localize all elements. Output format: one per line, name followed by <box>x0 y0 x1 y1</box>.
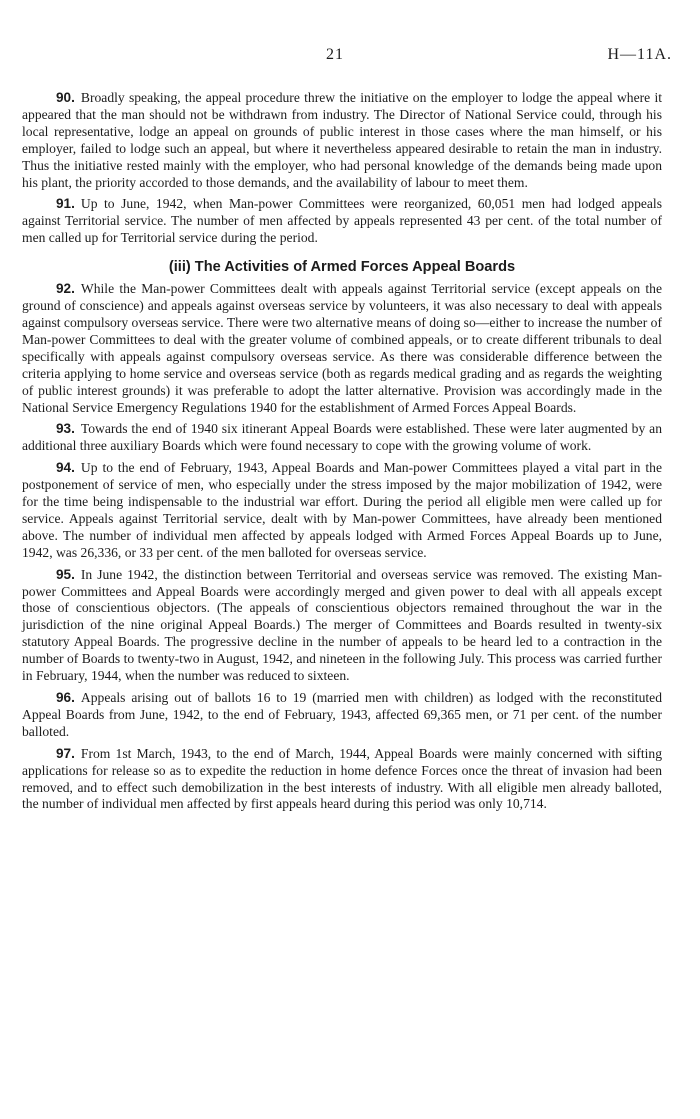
paragraph-text: From 1st March, 1943, to the end of March, 1944, Appeal Boards were mainly concerned with sifting applications for release so as to expedite the reduction in home defence Forces once the threat of invasion had been removed, and to effect such demobilization in the best interests of industry. With all eligible men already balloted, the number of individual men affected by first appeals heard during this period was only 10,714. <box>22 745 662 812</box>
document-body <box>22 90 662 818</box>
paragraph-93 <box>22 421 662 455</box>
paragraph-94 <box>22 460 662 561</box>
document-reference: H—11A. <box>607 46 672 63</box>
paragraph-text: In June 1942, the distinction between Territorial and overseas service was removed. The existing Man-power Committees and Appeal Boards were accordingly merged and given power to deal with all appeals except those of conscientious objectors. (The appeals of conscientious objectors remained throughout the war in the jurisdiction of the nine original Appeal Boards.) The merger of Committees and Boards resulted in twenty-six statutory Appeal Boards. The progressive decline in the number of appeals to be heard led to a contraction in the number of Boards to twenty-two in August, 1942, and nineteen in the following July. This process was carried further in February, 1944, when the number was reduced to sixteen. <box>22 566 662 684</box>
paragraph-text: Up to the end of February, 1943, Appeal Boards and Man-power Committees played a vital part in the postponement of service of men, who especially under the stress imposed by the major mobilization of 1942, were for the time being indispensable to the industrial war effort. During the period all eligible men were called up for service. Appeals against Territorial service, dealt with by Man-power Committees, have already been mentioned above. The number of individual men affected by appeals lodged with Armed Forces Appeal Boards up to June, 1942, was 26,336, or 33 per cent. of the men balloted for overseas service. <box>22 460 662 560</box>
paragraph-text: Broadly speaking, the appeal procedure threw the initiative on the employer to lodge the appeal where it appeared that the man should not be withdrawn from industry. The Director of National Service could, through his local representative, lodge an appeal on grounds of public interest in those cases where the man himself, or his employer, failed to lodge such an appeal, but where it nevertheless appeared desirable to retain the man in industry. Thus the initiative rested mainly with the employer, who had personal knowledge of the demands being made upon his plant, the priority accorded to those demands, and the availability of labour to meet them. <box>22 90 662 190</box>
paragraph-number: 95. <box>56 566 75 582</box>
paragraph-number: 96. <box>56 690 75 705</box>
paragraph-92 <box>22 281 662 416</box>
paragraph-number: 97. <box>56 745 75 761</box>
page-header <box>0 46 700 70</box>
paragraph-text: While the Man-power Committees dealt with appeals against Territorial service (except appeals on the ground of conscience) and appeals against overseas service by volunteers, it was also necessary to deal with appeals against compulsory overseas service. There were two alternative means of doing so—either to increase the number of Man-power Committees to deal with the greater volume of combined appeals, or to create different tribunals to deal specifically with appeals against compulsory overseas service. As there was considerable difference between the criteria applying to home service and overseas service (both as regards medical grading and as regards the weighting of public interest grounds) it was preferable to adopt the latter alternative. Provision was accordingly made in the National Service Emergency Regulations 1940 for the establishment of Armed Forces Appeal Boards. <box>22 281 662 415</box>
paragraph-text: Up to June, 1942, when Man-power Committees were reorganized, 60,051 men had lodged appeals against Territorial service. The number of men affected by appeals represented 43 per cent. of the total number of men called up for Territorial service during the period. <box>22 196 662 246</box>
paragraph-95 <box>22 567 662 685</box>
section-heading: (iii) The Activities of Armed Forces Appeal Boards <box>168 259 516 276</box>
paragraph-96 <box>22 690 662 741</box>
paragraph-text: Towards the end of 1940 six itinerant Appeal Boards were established. These were later augmented by an additional three auxiliary Boards which were found necessary to cope with the growing volume of work. <box>22 421 662 454</box>
paragraph-number: 94. <box>56 460 75 476</box>
paragraph-number: 92. <box>56 281 75 297</box>
paragraph-91 <box>22 196 662 247</box>
paragraph-text: Appeals arising out of ballots 16 to 19 (married men with children) as lodged with the reconstituted Appeal Boards from June, 1942, to the end of February, 1943, affected 69,365 men, or 71 per cent. of the number balloted. <box>22 690 662 739</box>
paragraph-number: 90. <box>56 90 75 105</box>
paragraph-97 <box>22 746 662 814</box>
paragraph-number: 91. <box>56 196 75 212</box>
page-number: 21 <box>326 46 344 63</box>
paragraph-90 <box>22 90 662 191</box>
paragraph-number: 93. <box>56 421 75 437</box>
